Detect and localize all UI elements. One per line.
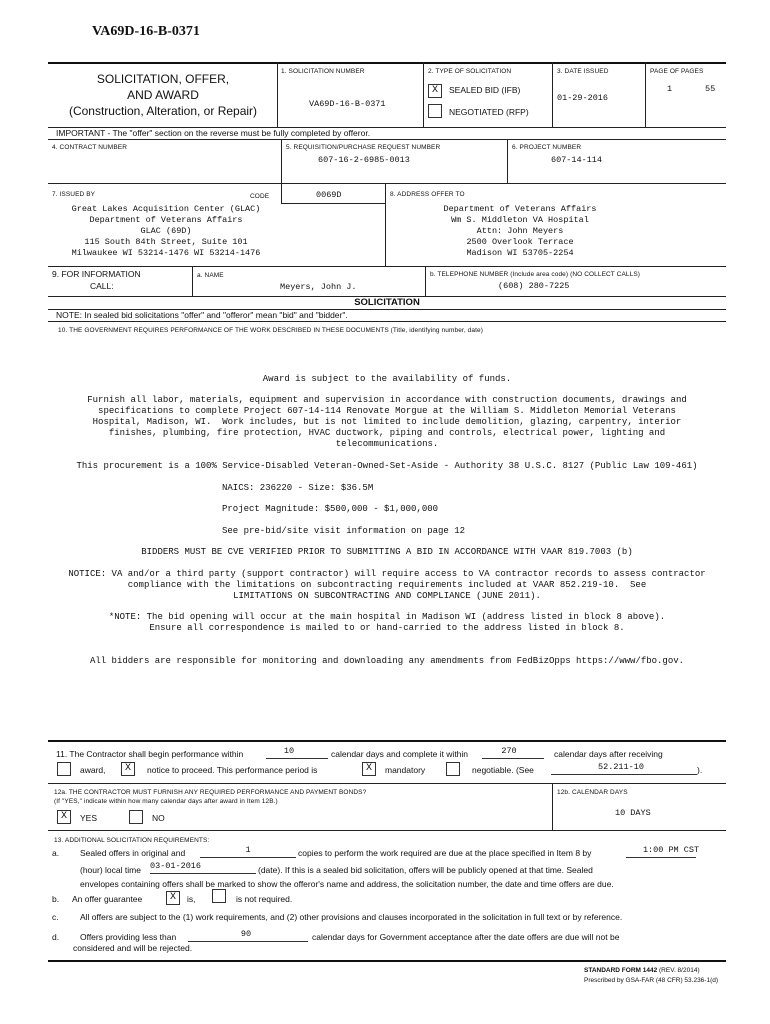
bonds-label: 12a. THE CONTRACTOR MUST FURNISH ANY REQUIRED PERFORMANCE AND PAYMENT BONDS? [54,789,367,796]
guarantee-is-checkbox[interactable]: X [166,891,180,905]
project-number-label: 6. PROJECT NUMBER [512,144,582,151]
negotiable-label: negotiable. (See [472,765,534,775]
due-date[interactable]: 03-01-2016 [150,861,202,871]
page-of-pages-label: PAGE OF PAGES [650,68,704,75]
address-line: GLAC (69D) [140,226,192,236]
underline [482,758,544,759]
guarantee-is-label: is, [187,894,196,904]
underline [266,758,328,759]
solicitation-heading: SOLICITATION [354,297,420,308]
notice-to-proceed-label: notice to proceed. This performance period is [147,765,318,775]
issued-by-label: 7. ISSUED BY [52,191,96,198]
divider [423,62,424,128]
bonds-yes-label: YES [80,813,98,823]
set-aside-text: This procurement is a 100% Service-Disabled Veteran-Owned-Set-Aside - Authority 38 U.S.C. 8127 (Public Law 109-461) [76,461,698,471]
item-b-text: An offer guarantee [72,894,143,904]
rule [48,740,726,742]
negotiated-label: NEGOTIATED (RFP) [449,107,529,117]
due-time[interactable]: 1:00 PM CST [642,845,700,855]
funds-availability-text: Award is subject to the availability of funds. [262,374,512,384]
negotiated-checkbox[interactable] [428,104,442,118]
total-pages: 55 [705,84,716,94]
item-a-text-3: (hour) local time [80,865,141,875]
bonds-no-label: NO [152,813,165,823]
code-underline [281,203,385,204]
address-line: Wm S. Middleton VA Hospital [451,215,589,225]
address-line: Department of Veterans Affairs [443,204,597,214]
item-d-text-2: calendar days for Government acceptance after the date offers are due will not be [312,932,620,942]
scope-of-work-text: Furnish all labor, materials, equipment and supervision in accordance with construction documents, drawings and specifications to complete Project 607-14-114 Renovate Morgue at the William S. Middleton Memorial Veterans Hospital, Madison, WI. Work includes, but is not limited to include demolition, glazing, carpentry, interior finishes, plumbing, fire protection, HVAC ductwork, piping and controls, electrical power, lighting and telecommunications. [87,395,687,449]
item-a-letter: a. [52,848,60,858]
item-d-text-1: Offers providing less than [80,932,177,942]
calendar-days-label: 12b. CALENDAR DAYS [557,789,628,796]
divider [507,139,508,183]
underline [188,941,308,942]
block10-label: 10. THE GOVERNMENT REQUIRES PERFORMANCE OF THE WORK DESCRIBED IN THESE DOCUMENTS (Title, identifying number, date) [58,327,483,334]
negotiable-checkbox[interactable] [446,762,460,776]
mandatory-label: mandatory [385,765,426,775]
form-title-line: (Construction, Alteration, or Repair) [68,104,258,118]
contact-name-label: a. NAME [197,272,224,279]
contact-name: Meyers, John J. [280,282,357,292]
form-revision: (REV. 8/2014) [659,967,700,974]
underline [626,857,696,858]
additional-requirements-label: 13. ADDITIONAL SOLICITATION REQUIREMENTS: [54,837,210,844]
item-a-text-5: envelopes containing offers shall be marked to show the offeror's name and address, the solicitation number, the date and time offers are due. [80,879,614,889]
item-c-text: All offers are subject to the (1) work requirements, and (2) other provisions and clauses incorporated in the solicitation in full text or by reference. [80,912,623,922]
form-title [48,71,278,119]
rule [48,830,726,831]
item-d-letter: d. [52,932,60,942]
requisition-number: 607-16-2-6985-0013 [318,155,410,165]
item-b-letter: b. [52,894,60,904]
date-issued: 01-29-2016 [557,93,609,103]
issued-by-address [50,204,282,259]
rule [48,139,726,140]
award-label: award, [80,765,106,775]
magnitude-text: Project Magnitude: $500,000 - $1,000,000 [222,504,439,514]
rule [48,266,726,267]
divider [192,266,193,296]
mandatory-checkbox[interactable]: X [362,762,376,776]
telephone-number: (608) 280-7225 [498,281,570,291]
copies-count[interactable]: 1 [245,845,251,855]
divider [281,183,282,203]
address-line: 2500 Overlook Terrace [466,237,574,247]
rule [48,183,726,184]
calendar-days-value: 10 DAYS [615,808,651,818]
sealed-bid-checkbox[interactable]: X [428,84,442,98]
bonds-sublabel: (If "YES," indicate within how many calendar days after award in Item 12B.) [54,798,278,805]
sealed-bid-note: NOTE: In sealed bid solicitations "offer" and "offeror" mean "bid" and "bidder". [56,310,348,320]
days-to-begin[interactable]: 10 [283,746,295,756]
divider [645,62,646,128]
acceptance-days[interactable]: 90 [240,929,252,939]
negotiable-reference: 52.211-10 [598,762,644,772]
notice-to-proceed-checkbox[interactable]: X [121,762,135,776]
project-number: 607-14-114 [551,155,603,165]
solicitation-number: VA69D-16-B-0371 [309,99,386,109]
address-line: Madison WI 53705-2254 [466,248,574,258]
date-issued-label: 3. DATE ISSUED [557,68,609,75]
address-line: 115 South 84th Street, Suite 101 [84,237,248,247]
divider [281,139,282,183]
block11-text-a: 11. The Contractor shall begin performance within [56,749,244,759]
days-to-complete[interactable]: 270 [501,746,517,756]
bonds-no-checkbox[interactable] [129,810,143,824]
reference-close: ). [697,765,703,775]
block11-text-c: calendar days after receiving [554,749,663,759]
requisition-number-label: 5. REQUISITION/PURCHASE REQUEST NUMBER [286,144,441,151]
divider [425,266,426,296]
cve-text: BIDDERS MUST BE CVE VERIFIED PRIOR TO SUBMITTING A BID IN ACCORDANCE WITH VAAR 819.7003 (b) [141,547,633,557]
address-offer-to [400,204,640,259]
prescribed-by: Prescribed by GSA-FAR (48 CFR) 53.236-1(d) [584,977,719,984]
solicitation-type-label: 2. TYPE OF SOLICITATION [428,68,512,75]
form-title-line: AND AWARD [127,88,199,102]
page-number: 1 [667,84,673,94]
form-footer [584,967,700,974]
underline [200,857,296,858]
rule [48,960,726,962]
solicitation-number-label: 1. SOLICITATION NUMBER [281,68,365,75]
divider [552,62,553,128]
award-checkbox[interactable] [57,762,71,776]
access-notice-text: NOTICE: VA and/or a third party (support contractor) will require access to VA contractor records to assess contractor compliance with the limitations on subcontracting requirements included at VAAR 852.219-10. See LIMITATIONS ON SUBCONTRACTING AND COMPLIANCE (JUNE 2011). [68,569,706,601]
divider [552,783,553,830]
issuing-office-code: 0069D [316,190,342,200]
divider [385,183,386,266]
address-offer-label: 8. ADDRESS OFFER TO [390,191,465,198]
bonds-yes-checkbox[interactable]: X [57,810,71,824]
rule [48,321,726,322]
underline [551,774,697,775]
block11-text-b: calendar days and complete it within [331,749,469,759]
item-a-text-4: (date). If this is a sealed bid solicitation, offers will be publicly opened at that time. Sealed [258,865,593,875]
item-a-text-2: copies to perform the work required are due at the place specified in Item 8 by [298,848,592,858]
guarantee-not-required-checkbox[interactable] [212,889,226,903]
form-name: STANDARD FORM 1442 [584,967,658,974]
guarantee-not-required-label: is not required. [236,894,293,904]
item-a-text-1: Sealed offers in original and [80,848,186,858]
underline [150,873,256,874]
address-line: Attn: John Meyers [476,226,564,236]
item-c-letter: c. [52,912,59,922]
important-note: IMPORTANT - The "offer" section on the reverse must be fully completed by offeror. [56,128,371,138]
address-line: Milwaukee WI 53214-1476 WI 53214-1476 [71,248,261,258]
telephone-label: b. TELEPHONE NUMBER (Include area code) (NO COLLECT CALLS) [430,271,641,278]
form-title-line: SOLICITATION, OFFER, [96,72,230,86]
information-label: 9. FOR INFORMATION [52,269,141,279]
address-line: Department of Veterans Affairs [89,215,243,225]
code-label: CODE [250,193,270,200]
information-call-label: CALL: [90,281,114,291]
contract-number-label: 4. CONTRACT NUMBER [52,144,127,151]
bid-opening-note: *NOTE: The bid opening will occur at the main hospital in Madison WI (address listed in block 8 above). Ensure all correspondence is mailed to or hand-carried to the address listed in block 8. [108,612,666,633]
address-line: Great Lakes Acquisition Center (GLAC) [71,204,261,214]
sealed-bid-label: SEALED BID (IFB) [449,85,521,95]
amendments-text: All bidders are responsible for monitoring and downloading any amendments from FedBizOpps https://www/fbo.gov. [89,656,685,666]
document-id: VA69D-16-B-0371 [92,24,200,39]
rule [48,783,726,784]
naics-text: NAICS: 236220 - Size: $36.5M [222,483,374,493]
header-top-rule [48,62,726,64]
item-d-text-3: considered and will be rejected. [73,943,193,953]
prebid-text: See pre-bid/site visit information on page 12 [222,526,466,536]
